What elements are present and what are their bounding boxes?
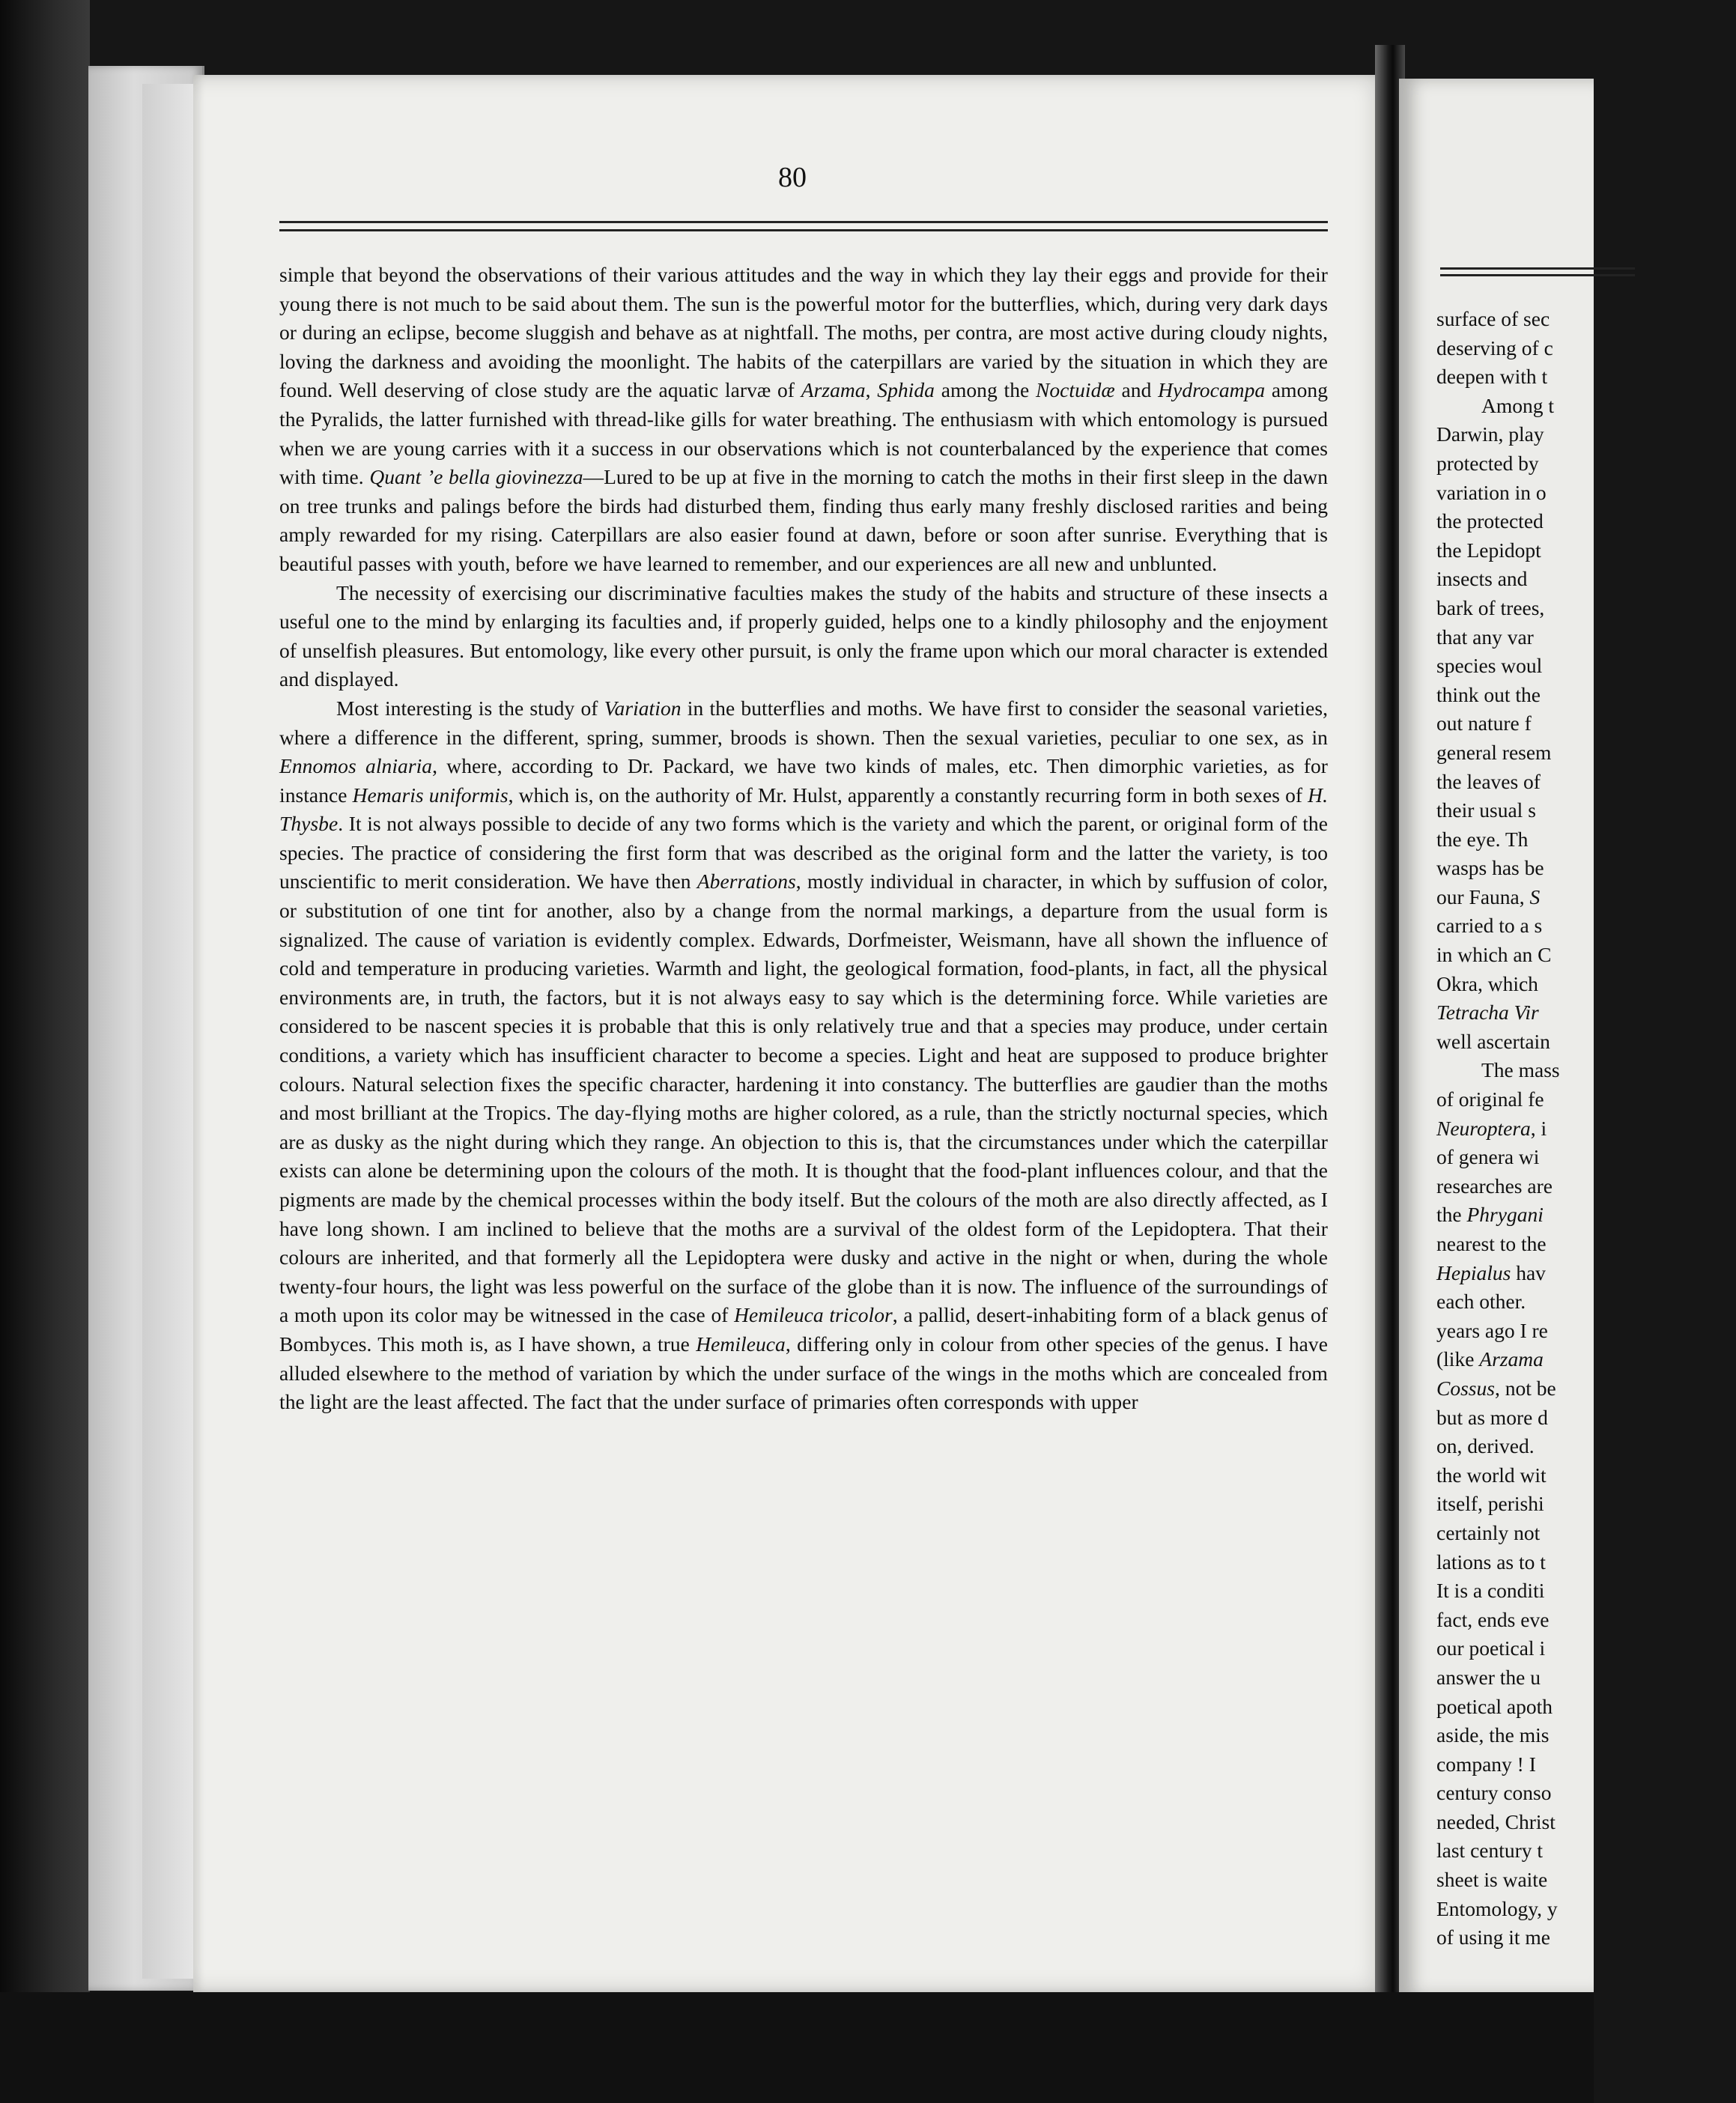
right-page-line-39: but as more d [1436, 1405, 1548, 1429]
right-page-line-3: deepen with t [1436, 365, 1548, 389]
scan-background-bottom [0, 1992, 1594, 2103]
right-page-header-rule [1440, 267, 1635, 276]
right-page-line-23: in which an C [1436, 943, 1552, 967]
right-page-line-29: Neuroptera, i [1436, 1116, 1547, 1140]
right-page-line-52: century conso [1436, 1781, 1552, 1805]
right-page-line-11: bark of trees, [1436, 595, 1545, 619]
underlying-page-edge-inner [142, 84, 196, 1979]
right-page-line-8: the protected [1436, 509, 1544, 533]
right-page-line-10: insects and [1436, 567, 1528, 591]
right-page-line-4: Among t [1481, 393, 1555, 417]
right-page-line-42: itself, perishi [1436, 1492, 1544, 1516]
right-page-line-53: needed, Christ [1436, 1809, 1556, 1833]
right-page-body-text [1436, 305, 1736, 1952]
paragraph-1: simple that beyond the observations of their various attitudes and the way in which they lay their eggs and provide for their young there is not much to be said about them. The sun is the powerful motor for the butterflies, which, during very dark days or during an eclipse, become sluggish and behave as at nightfall. The moths, per contra, are most active during cloudy nights, loving the darkness and avoiding the moonlight. The habits of the caterpillars are varied by the situation in which they are found. Well deserving of close study are the aquatic larvæ of Arzama, Sphida among the Noctuidæ and Hydrocampa among the Pyralids, the latter furnished with thread-like gills for water breathing. The enthusiasm with which entomology is pursued when we are young carries with it a success in our observations which is not counterbalanced by the experience that comes with time. Quant ’e bella giovinezza—Lured to be up at five in the morning to catch the moths in their first sleep in the dawn on tree trunks and palings before the birds had disturbed them, finding thus early many freshly disclosed rarities and being amply rewarded for my rising. Caterpillars are also easier found at dawn, before or soon after sunrise. Everything that is beautiful passes with youth, before we have learned to remember, and our experiences are all new and unblunted. [279, 263, 1328, 575]
paragraph-2: The necessity of exercising our discriminative faculties makes the study of the habits and structure of these insects a useful one to the mind by enlarging its faculties and, if properly guided, helps one to a kindly philosophy and the enjoyment of unselfish pleasures. But entomology, like every other pursuit, is only the frame upon which our moral character is extended and displayed. [279, 580, 1328, 691]
right-page-line-47: our poetical i [1436, 1636, 1546, 1660]
right-page-line-40: on, derived. [1436, 1434, 1535, 1458]
right-page-line-17: the leaves of [1436, 769, 1541, 793]
right-page-line-56: Entomology, y [1436, 1896, 1558, 1920]
right-page-line-26: well ascertain [1436, 1029, 1550, 1053]
right-page-line-6: protected by [1436, 451, 1539, 475]
header-double-rule [279, 221, 1328, 231]
right-page-line-55: sheet is waite [1436, 1868, 1548, 1892]
right-page-line-41: the world wit [1436, 1463, 1547, 1487]
right-page-line-24: Okra, which [1436, 971, 1538, 995]
right-page-line-34: Hepialus hav [1436, 1260, 1546, 1284]
right-page-line-38: Cossus, not be [1436, 1376, 1556, 1400]
right-page-line-35: each other. [1436, 1290, 1526, 1314]
right-page-line-13: species woul [1436, 654, 1543, 678]
right-page-line-43: certainly not [1436, 1520, 1541, 1544]
right-page-line-20: wasps has be [1436, 856, 1544, 880]
right-page-line-46: fact, ends eve [1436, 1607, 1550, 1631]
right-page-line-12: that any var [1436, 625, 1534, 649]
right-page-line-36: years ago I re [1436, 1318, 1548, 1342]
scan-background-left [0, 0, 90, 2103]
right-page-line-15: out nature f [1436, 711, 1532, 735]
right-page-partial [1399, 79, 1594, 1996]
right-page-line-49: poetical apoth [1436, 1694, 1553, 1718]
left-page [193, 75, 1391, 1992]
right-page-line-27: The mass [1481, 1058, 1560, 1082]
right-page-line-51: company ! I [1436, 1752, 1536, 1776]
right-page-line-25: Tetracha Vir [1436, 1001, 1539, 1025]
right-page-line-5: Darwin, play [1436, 422, 1544, 446]
right-page-line-30: of genera wi [1436, 1145, 1540, 1169]
right-page-line-44: lations as to t [1436, 1550, 1546, 1574]
right-page-line-9: the Lepidopt [1436, 538, 1541, 562]
right-page-line-45: It is a conditi [1436, 1579, 1545, 1603]
right-page-line-33: nearest to the [1436, 1232, 1547, 1255]
right-page-line-32: the Phrygani [1436, 1203, 1544, 1227]
page-number: 80 [778, 162, 807, 193]
right-page-line-14: think out the [1436, 682, 1541, 706]
right-page-line-22: carried to a s [1436, 914, 1543, 938]
right-page-line-19: the eye. Th [1436, 827, 1529, 851]
right-page-line-37: (like Arzama [1436, 1347, 1544, 1371]
right-page-line-48: answer the u [1436, 1665, 1541, 1689]
left-page-body-text [279, 261, 1328, 1417]
right-page-line-31: researches are [1436, 1174, 1553, 1198]
right-page-line-50: aside, the mis [1436, 1723, 1550, 1747]
right-page-line-18: their usual s [1436, 798, 1536, 822]
right-page-line-57: of using it me [1436, 1926, 1551, 1949]
right-page-line-54: last century t [1436, 1839, 1544, 1863]
right-page-line-1: surface of sec [1436, 307, 1550, 330]
right-page-line-2: deserving of c [1436, 336, 1553, 359]
right-page-line-16: general resem [1436, 740, 1552, 764]
right-page-line-21: our Fauna, S [1436, 884, 1541, 908]
right-page-line-7: variation in o [1436, 480, 1547, 504]
right-page-line-28: of original fe [1436, 1087, 1544, 1111]
paragraph-3: Most interesting is the study of Variation in the butterflies and moths. We have first to consider the seasonal varieties, where a difference in the different, spring, summer, broods is shown. Then the sexual varieties, peculiar to one sex, as in Ennomos alniaria, where, according to Dr. Packard, we have two kinds of males, etc. Then dimorphic varieties, as for instance Hemaris uniformis, which is, on the authority of Mr. Hulst, apparently a constantly recurring form in both sexes of H. Thysbe. It is not always possible to decide of any two forms which is the variety and which the parent, or original form of the species. The practice of considering the first form that was described as the original form and the latter the variety, is too unscientific to merit consideration. We have then Aberrations, mostly individual in character, in which by suffusion of color, or substitution of one tint for another, also by a change from the normal markings, a departure from the usual form is signalized. The cause of variation is evidently complex. Edwards, Dorfmeister, Weismann, have all shown the influence of cold and temperature in producing varieties. Warmth and light, the geological formation, food-plants, in fact, all the physical environments are, in truth, the factors, but it is not always easy to say which is the determining force. While varieties are considered to be nascent species it is probable that this is only relatively true and that a species may produce, under certain conditions, a variety which has insufficient character to become a species. Light and heat are supposed to produce brighter colours. Natural selection fixes the specific character, hardening it into constancy. The butterflies are gaudier than the moths and most brilliant at the Tropics. The day-flying moths are higher colored, as a rule, than the strictly nocturnal species, which are as dusky as the night during which they range. An objection to this is, that the circumstances under which the caterpillar exists can alone be determining upon the colours of the moth. It is thought that the food-plant influences colour, and that the pigments are made by the chemical processes within the body itself. But the colours of the moth are also directly affected, as I have long shown. I am inclined to believe that the moths are a survival of the oldest form of the Lepidoptera. That their colours are inherited, and that formerly all the Lepidoptera were dusky and active in the night or when, during the whole twenty-four hours, the light was less powerful on the surface of the globe than it is now. The influence of the surroundings of a moth upon its color may be witnessed in the case of Hemileuca tricolor, a pallid, desert-inhabiting form of a black genus of Bombyces. This moth is, as I have shown, a true Hemileuca, differing only in colour from other species of the genus. I have alluded elsewhere to the method of variation by which the under surface of the wings in the moths which are concealed from the light are the least affected. The fact that the under surface of primaries often corresponds with upper [279, 696, 1329, 1414]
